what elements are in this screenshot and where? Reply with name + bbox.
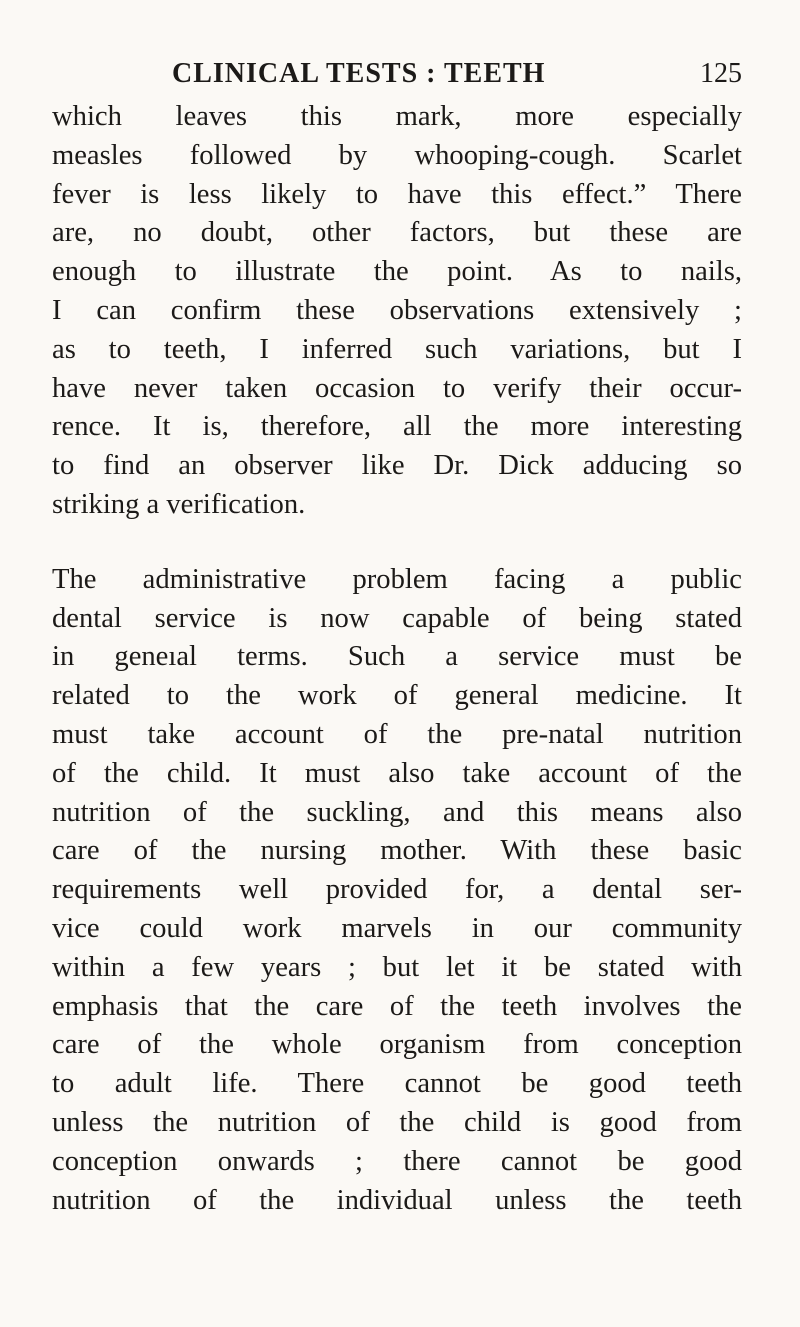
running-head bbox=[52, 58, 742, 98]
text-line: in geneıal terms. Such a service must be bbox=[52, 641, 742, 673]
text-line: to find an observer like Dr. Dick adducing so bbox=[52, 450, 742, 482]
text-line: The administrative problem facing a public bbox=[52, 563, 742, 595]
text-line: within a few years ; but let it be stated with bbox=[52, 951, 742, 983]
text-line: have never taken occasion to verify their occur- bbox=[52, 372, 742, 404]
text-line: as to teeth, I inferred such variations, but I bbox=[52, 333, 742, 365]
text-line: which leaves this mark, more especially bbox=[52, 101, 742, 132]
text-line: are, no doubt, other factors, but these are bbox=[52, 217, 742, 249]
text-line: nutrition of the suckling, and this means also bbox=[52, 796, 742, 828]
text-line: related to the work of general medicine. It bbox=[52, 680, 742, 712]
text-line: care of the nursing mother. With these basic bbox=[52, 835, 742, 867]
text-line: nutrition of the individual unless the teeth bbox=[52, 1184, 742, 1216]
book-page bbox=[52, 58, 742, 1220]
text-line: of the child. It must also take account of the bbox=[52, 757, 742, 789]
text-line: requirements well provided for, a dental ser- bbox=[52, 874, 742, 906]
text-line: measles followed by whooping-cough. Scarlet bbox=[52, 139, 742, 171]
text-line: unless the nutrition of the child is good from bbox=[52, 1106, 742, 1138]
text-line: I can confirm these observations extensively ; bbox=[52, 294, 742, 326]
text-line: vice could work marvels in our community bbox=[52, 912, 742, 944]
text-line: conception onwards ; there cannot be good bbox=[52, 1145, 742, 1177]
text-line: striking a verification. bbox=[52, 488, 306, 520]
text-line: care of the whole organism from conception bbox=[52, 1029, 742, 1061]
text-line: must take account of the pre-natal nutrition bbox=[52, 718, 742, 750]
text-line: enough to illustrate the point. As to nails, bbox=[52, 256, 742, 288]
text-line: dental service is now capable of being stated bbox=[52, 602, 742, 634]
paragraph-1 bbox=[52, 98, 742, 525]
text-line: emphasis that the care of the teeth involves the bbox=[52, 990, 742, 1022]
page-number: 125 bbox=[700, 58, 742, 89]
text-line: rence. It is, therefore, all the more interesting bbox=[52, 411, 742, 443]
paragraph-2 bbox=[52, 561, 742, 1221]
running-head-title: CLINICAL TESTS : TEETH bbox=[172, 58, 546, 89]
text-line: to adult life. There cannot be good teeth bbox=[52, 1068, 742, 1100]
text-line: fever is less likely to have this effect.” There bbox=[52, 178, 742, 210]
